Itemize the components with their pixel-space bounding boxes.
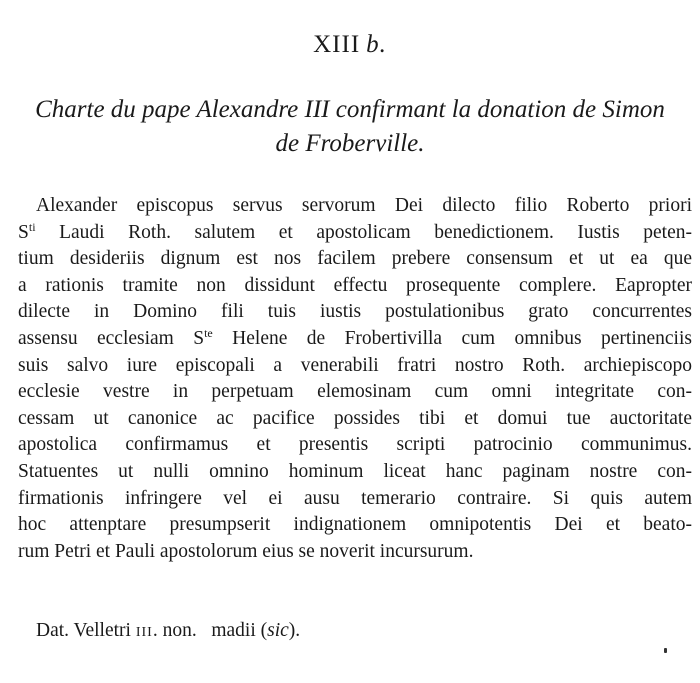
body-line-4: a rationis tramite non dissidunt effectu prosequente complere. Eapropter bbox=[18, 274, 692, 296]
body-line-13: hoc attenptare presumpserit indignationem omnipotentis Dei et beato- bbox=[18, 514, 692, 536]
body-line-12: firmationis infringere vel ei ausu temerario contraire. Si quis autem bbox=[18, 487, 692, 509]
date-suffix: ). bbox=[288, 620, 301, 641]
body-line-2 bbox=[18, 220, 692, 247]
charter-letter: b. bbox=[366, 31, 387, 58]
charter-title bbox=[20, 93, 680, 161]
body-line-10: apostolica confirmamus et presentis scripti patrocinio communimus. bbox=[18, 434, 692, 456]
date-numeral: iii bbox=[135, 620, 153, 641]
body-line-1: Alexander episcopus servus servorum Dei dilecto filio Roberto priori bbox=[36, 195, 692, 216]
body-line-9: cessam ut canonice ac pacifice possides tibi et domui tue auctoritate bbox=[18, 407, 692, 429]
charter-body bbox=[18, 193, 692, 565]
date-prefix: Dat. Velletri bbox=[36, 620, 136, 641]
print-speck bbox=[664, 648, 667, 653]
body-line-6-superscript: te bbox=[204, 325, 213, 340]
date-middle: . non. madii ( bbox=[152, 620, 268, 641]
body-line-7: suis salvo iure episcopali a venerabili fratri nostro Roth. archiepiscopo bbox=[18, 354, 692, 376]
body-line-2-rest: Laudi Roth. salutem et apostolicam benedictionem. Iustis peten- bbox=[35, 221, 692, 243]
body-line-11: Statuentes ut nulli omnino hominum liceat hanc paginam nostre con- bbox=[18, 460, 692, 482]
body-line-8: ecclesie vestre in perpetuam elemosinam cum omni integritate con- bbox=[18, 381, 692, 403]
title-line-1: Charte du pape Alexandre III confirmant la donation de Simon bbox=[35, 96, 665, 123]
charter-number: XIII bbox=[313, 31, 361, 58]
body-line-14: rum Petri et Pauli apostolorum eius se noverit incursurum. bbox=[18, 540, 474, 562]
dating-clause bbox=[36, 618, 300, 644]
body-line-3: tium desideriis dignum est nos facilem prebere consensum et ut ea que bbox=[18, 248, 692, 270]
charter-number-heading bbox=[0, 30, 700, 60]
body-line-2-prefix: S bbox=[18, 221, 29, 243]
body-line-6-prefix: assensu ecclesiam S bbox=[18, 327, 205, 349]
body-line-6 bbox=[18, 326, 692, 353]
body-line-6-rest: Helene de Frobertivilla cum omnibus pertinenciis bbox=[212, 327, 692, 349]
title-line-2: de Froberville. bbox=[275, 130, 425, 157]
body-line-5: dilecte in Domino fili tuis iustis postulationibus grato concurrentes bbox=[18, 301, 692, 323]
body-line-2-superscript: ti bbox=[28, 219, 36, 234]
date-sic: sic bbox=[267, 620, 289, 641]
